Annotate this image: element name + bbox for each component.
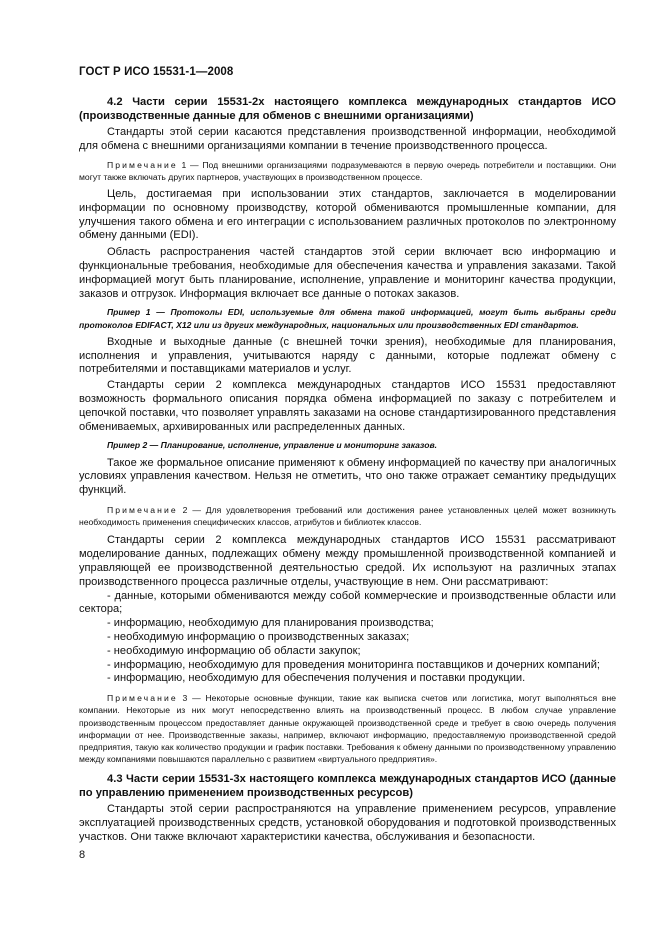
section-4-2-paragraph-7: Стандарты серии 2 комплекса международных стандартов ИСО 15531 рассматривают моделирование данных, подлежащих обмену между промышленной производственной компанией и управляющей ее производственной деятельностью средой. Их используют на различных этапах производственного процесса различные отделы, участвующие в нем. Они рассматривают: (79, 534, 616, 588)
page-content (79, 95, 616, 845)
list-item: - информацию, необходимую для обеспечения получения и поставки продукции. (107, 672, 526, 685)
note-2-text: 2 — Для удовлетворения требований или достижения ранее установленных целей может возникнуть необходимость применения специфических классов, атрибутов и библиотек классов. (79, 504, 616, 528)
note-3-text: 3 — Некоторые основные функции, такие как выписка счетов или логистика, могут выполняться вне компании. Некоторые из них могут непосредственно влиять на производственный процесс. В любом случае управление производственным процессом предоставляет данные окружающей производственной среде и требует в свою очередь получения информации от нее. Производственные заказы, например, включают информацию, предоставляемую производственной средой предприятия, такую как количество продукции и график поставки. Требования к обмену данными по производственному управлению между компаниями повышаются параллельно с развитием «виртуального предприятия». (79, 693, 616, 765)
section-4-3-heading: 4.3 Части серии 15531-3х настоящего комплекса международных стандартов ИСО (данные по управлению применением производственных ресурсов) (79, 773, 616, 800)
note-2-label: Примечание (107, 504, 178, 515)
list-item: - информацию, необходимую для планирования производства; (107, 617, 434, 630)
section-4-2-heading: 4.2 Части серии 15531-2х настоящего комплекса международных стандартов ИСО (производственные данные для обменов с внешними организациями) (79, 96, 616, 122)
section-4-2-paragraph-2: Цель, достигаемая при использовании этих стандартов, заключается в моделировании информации по основному производству, которой обмениваются промышленные компании, для улучшения такого обмена и его интеграции с использованием различных протоколов по электронному обмену данными (EDI). (79, 188, 616, 242)
section-4-3-paragraph-1: Стандарты этой серии распространяются на управление применением ресурсов, управление эксплуатацией производственных средств, установкой оборудования и подготовкой производственных участков. Они также включают характеристики качества, обслуживания и безопасности. (79, 803, 616, 843)
list-item: - информацию, необходимую для проведения мониторинга поставщиков и дочерних компаний; (107, 658, 600, 671)
note-1 (79, 159, 616, 183)
document-header: ГОСТ Р ИСО 15531-1—2008 (79, 66, 234, 78)
note-1-label: Примечание (107, 159, 178, 170)
list-item: - необходимую информацию о производственных заказах; (107, 630, 410, 643)
section-4-2-paragraph-6: Такое же формальное описание применяют к обмену информацией по качеству при аналогичных условиях управления качеством. Нельзя не отметить, что оно также отражает семантику предыдущих функций. (79, 456, 616, 497)
section-4-2-paragraph-5: Стандарты серии 2 комплекса международных стандартов ИСО 15531 предоставляют возможность формального описания порядка обмена информацией по заказу с потребителем и цепочкой поставки, что позволяет управлять заказами на основе стандартизированного представления обмениваемых, архивированных или распределенных данных. (79, 379, 616, 433)
section-4-2-paragraph-4: Входные и выходные данные (с внешней точки зрения), необходимые для планирования, исполнения и управления, учитываются наряду с данными, которые подлежат обмену с потребителями и поставщиками материалов и услуг. (79, 335, 616, 376)
page-number: 8 (79, 849, 86, 861)
section-4-2-paragraph-3: Область распространения частей стандартов этой серии включает всю информацию и функциональные требования, необходимые для обеспечения качества и управления заказами. Такой информацией могут быть планирование, исполнение, управление и мониторинг качества продукции, заказов и отгрузок. Информация включает все данные о потоках заказов. (79, 246, 616, 300)
list-item: - необходимую информацию об области закупок; (107, 644, 361, 657)
list-item: - данные, которыми обмениваются между собой коммерческие и производственные области или сектора; (79, 589, 616, 616)
note-2 (79, 504, 616, 528)
section-4-2-paragraph-1: Стандарты этой серии касаются представления производственной информации, необходимой для обмена с внешними организациями компании в течение производственного процесса. (79, 126, 616, 152)
note-1-text: 1 — Под внешними организациями подразумеваются в первую очередь потребители и поставщики. Они могут также включать других партнеров, участвующих в производственном процессе. (79, 159, 616, 182)
example-2: Пример 2 — Планирование, исполнение, управление и мониторинг заказов. (107, 440, 438, 451)
note-3 (79, 692, 616, 765)
note-3-label: Примечание (107, 693, 178, 704)
example-1: Пример 1 — Протоколы EDI, используемые для обмена такой информацией, могут быть выбраны среди протоколов EDIFACT, X12 или из других международных, национальных или производственных EDI стандартов. (79, 307, 616, 330)
